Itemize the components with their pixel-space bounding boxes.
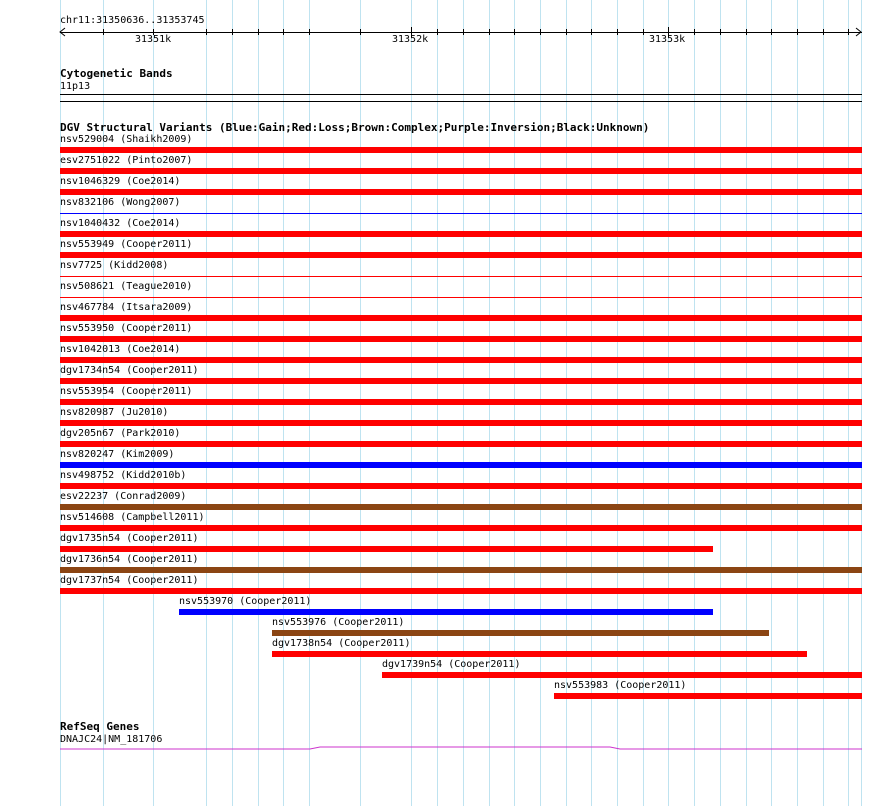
dgv-feature-label: esv2751022 (Pinto2007) xyxy=(60,155,193,166)
ruler-left-arrow-icon xyxy=(58,28,68,37)
dgv-feature-bar[interactable] xyxy=(60,441,862,447)
dgv-feature-bar[interactable] xyxy=(60,399,862,405)
ruler-tick xyxy=(823,29,824,35)
dgv-feature-bar[interactable] xyxy=(60,231,862,237)
dgv-feature-bar[interactable] xyxy=(60,483,862,489)
refseq-gene-feature[interactable] xyxy=(60,744,862,752)
dgv-feature-label: nsv529004 (Shaikh2009) xyxy=(60,134,193,145)
dgv-feature-bar[interactable] xyxy=(60,567,862,573)
dgv-feature-bar[interactable] xyxy=(60,336,862,342)
dgv-feature-label: nsv553950 (Cooper2011) xyxy=(60,323,193,334)
ruler-tick xyxy=(566,29,567,35)
ruler-tick xyxy=(463,29,464,35)
dgv-feature-label: dgv1738n54 (Cooper2011) xyxy=(272,638,411,649)
dgv-feature-bar[interactable] xyxy=(60,276,862,277)
cytoband-bottom-line[interactable] xyxy=(60,101,862,102)
dgv-feature-bar[interactable] xyxy=(60,189,862,195)
ruler-tick xyxy=(258,29,259,35)
dgv-feature-label: nsv467784 (Itsara2009) xyxy=(60,302,193,313)
ruler-tick-label: 31352k xyxy=(392,34,429,45)
dgv-feature-label: dgv1739n54 (Cooper2011) xyxy=(382,659,521,670)
dgv-track-title: DGV Structural Variants (Blue:Gain;Red:Loss;Brown:Complex;Purple:Inversion;Black:Unknown) xyxy=(60,121,650,134)
ruler-tick xyxy=(489,29,490,35)
ruler-line xyxy=(60,32,862,33)
ruler-tick xyxy=(360,29,361,35)
dgv-feature-label: nsv508621 (Teague2010) xyxy=(60,281,193,292)
ruler-tick xyxy=(771,29,772,35)
dgv-feature-label: dgv1736n54 (Cooper2011) xyxy=(60,554,199,565)
dgv-feature-bar[interactable] xyxy=(60,504,862,510)
dgv-feature-label: nsv514608 (Campbell2011) xyxy=(60,512,205,523)
dgv-feature-bar[interactable] xyxy=(60,357,862,363)
dgv-feature-label: nsv553983 (Cooper2011) xyxy=(554,680,687,691)
ruler-tick xyxy=(591,29,592,35)
ruler-tick xyxy=(848,29,849,35)
dgv-feature-label: esv22237 (Conrad2009) xyxy=(60,491,187,502)
dgv-feature-bar[interactable] xyxy=(60,378,862,384)
dgv-feature-bar[interactable] xyxy=(179,609,713,615)
dgv-feature-bar[interactable] xyxy=(554,693,862,699)
ruler-tick xyxy=(103,29,104,35)
dgv-feature-bar[interactable] xyxy=(60,213,862,214)
dgv-feature-label: nsv498752 (Kidd2010b) xyxy=(60,470,187,481)
dgv-feature-label: dgv1737n54 (Cooper2011) xyxy=(60,575,199,586)
ruler-right-arrow-icon xyxy=(854,28,864,37)
cytoband-label: 11p13 xyxy=(60,81,91,92)
dgv-feature-label: dgv1735n54 (Cooper2011) xyxy=(60,533,199,544)
cytoband-track-title: Cytogenetic Bands xyxy=(60,67,173,80)
dgv-feature-label: nsv820987 (Ju2010) xyxy=(60,407,169,418)
dgv-feature-label: nsv553970 (Cooper2011) xyxy=(179,596,312,607)
dgv-feature-bar[interactable] xyxy=(60,420,862,426)
dgv-feature-bar[interactable] xyxy=(60,168,862,174)
cytoband-top-line[interactable] xyxy=(60,94,862,95)
refseq-gene-label: DNAJC24|NM_181706 xyxy=(60,734,163,745)
dgv-feature-label: nsv553949 (Cooper2011) xyxy=(60,239,193,250)
ruler-tick-label: 31353k xyxy=(649,34,686,45)
ruler-tick xyxy=(206,29,207,35)
ruler-tick xyxy=(283,29,284,35)
ruler-tick xyxy=(437,29,438,35)
dgv-feature-bar[interactable] xyxy=(272,630,769,636)
dgv-feature-label: nsv553976 (Cooper2011) xyxy=(272,617,405,628)
dgv-feature-bar[interactable] xyxy=(382,672,862,678)
dgv-feature-bar[interactable] xyxy=(60,297,862,298)
ruler-tick xyxy=(540,29,541,35)
ruler-tick xyxy=(694,29,695,35)
dgv-feature-label: nsv832106 (Wong2007) xyxy=(60,197,181,208)
dgv-feature-label: nsv820247 (Kim2009) xyxy=(60,449,175,460)
dgv-feature-bar[interactable] xyxy=(272,651,807,657)
ruler-tick xyxy=(232,29,233,35)
dgv-feature-label: dgv1734n54 (Cooper2011) xyxy=(60,365,199,376)
dgv-feature-label: nsv1042013 (Coe2014) xyxy=(60,344,181,355)
ruler-tick xyxy=(309,29,310,35)
dgv-feature-label: nsv7725 (Kidd2008) xyxy=(60,260,169,271)
dgv-feature-bar[interactable] xyxy=(60,525,862,531)
dgv-feature-label: nsv553954 (Cooper2011) xyxy=(60,386,193,397)
ruler-tick xyxy=(746,29,747,35)
dgv-feature-bar[interactable] xyxy=(60,252,862,258)
dgv-feature-label: nsv1040432 (Coe2014) xyxy=(60,218,181,229)
dgv-feature-bar[interactable] xyxy=(60,588,862,594)
dgv-feature-bar[interactable] xyxy=(60,315,862,321)
ruler-tick xyxy=(617,29,618,35)
dgv-feature-bar[interactable] xyxy=(60,147,862,153)
dgv-feature-bar[interactable] xyxy=(60,546,713,552)
ruler-tick xyxy=(643,29,644,35)
dgv-feature-bar[interactable] xyxy=(60,462,862,468)
location-label: chr11:31350636..31353745 xyxy=(60,15,205,26)
dgv-feature-label: dgv205n67 (Park2010) xyxy=(60,428,181,439)
refseq-track-title: RefSeq Genes xyxy=(60,720,140,733)
dgv-feature-label: nsv1046329 (Coe2014) xyxy=(60,176,181,187)
ruler-tick xyxy=(797,29,798,35)
ruler-tick xyxy=(514,29,515,35)
ruler-tick xyxy=(720,29,721,35)
ruler-tick-label: 31351k xyxy=(135,34,172,45)
